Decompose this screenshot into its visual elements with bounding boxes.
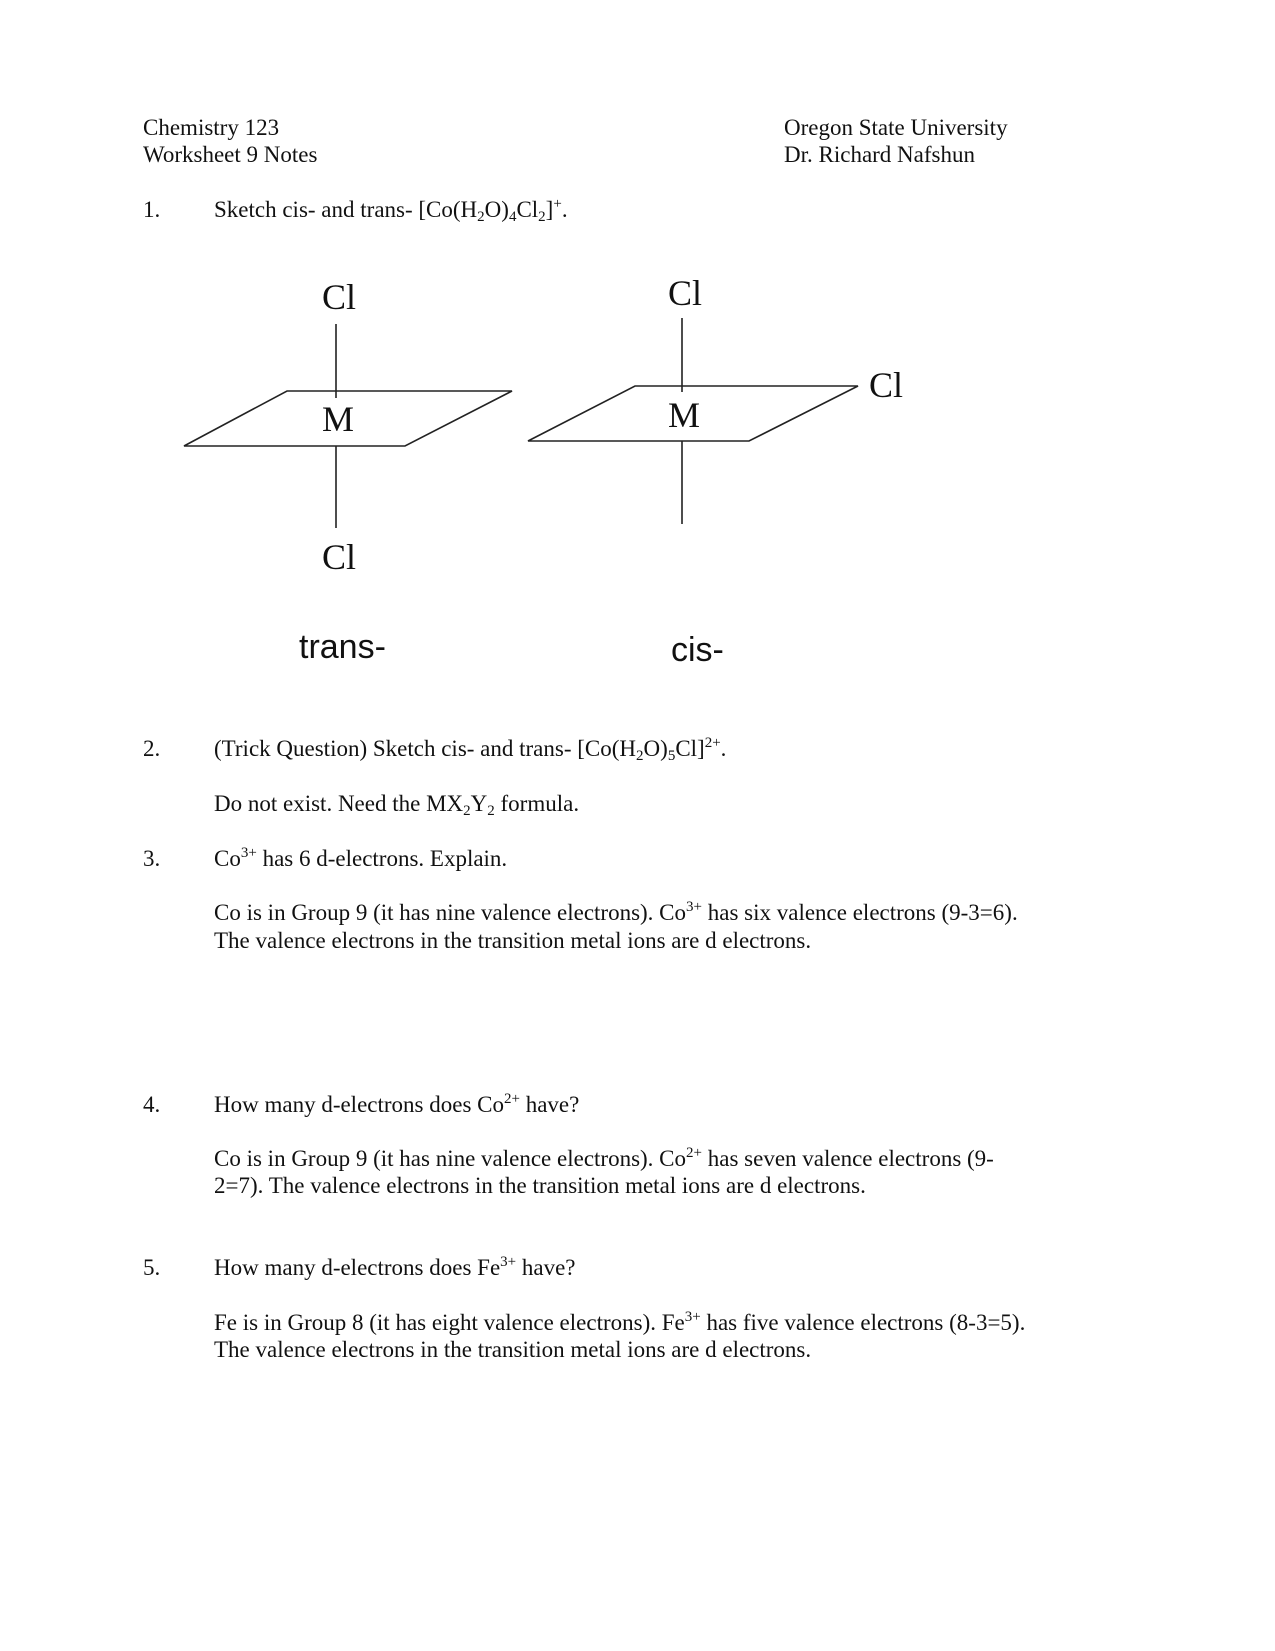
question-number: 5.: [143, 1255, 161, 1280]
question-prompt: How many d-electrons does $Fe^{3+}$ have?: [214, 1254, 576, 1280]
isomer-diagram: [0, 0, 1275, 700]
question-answer-line2: The valence electrons in the transition metal ions are d electrons.: [214, 1337, 812, 1362]
cis-caption: cis-: [671, 631, 724, 669]
question-answer: Fe is in Group 8 (it has eight valence electrons). $Fe^{3+}$ has five valence electrons (8-3=5).: [214, 1309, 1026, 1335]
question-answer-line2: The valence electrons in the transition metal ions are d electrons.: [214, 928, 812, 953]
question-prompt: Sketch cis- and trans- $[Co(H_2O)_4Cl_2]^+$.: [214, 196, 568, 225]
course-title: Chemistry 123: [143, 115, 280, 140]
cis-metal-center: M: [668, 395, 701, 435]
question-answer: Co is in Group 9 (it has nine valence electrons). $Co^{3+}$ has six valence electrons (9-3=6).: [214, 899, 1018, 925]
question-prompt: (Trick Question) Sketch cis- and trans- $[Co(H_2O)_5Cl]^{2+}$.: [214, 735, 727, 764]
worksheet-title: Worksheet 9 Notes: [143, 142, 318, 167]
question-number: 1.: [143, 197, 161, 222]
question-prompt: How many d-electrons does $Co^{2+}$ have?: [214, 1091, 580, 1117]
cis-top-ligand: Cl: [668, 273, 703, 313]
question-number: 3.: [143, 846, 161, 871]
cis-side-ligand: Cl: [869, 365, 904, 405]
question-prompt: $Co^{3+}$ has 6 d-electrons. Explain.: [214, 845, 508, 871]
university-name: Oregon State University: [784, 115, 1008, 140]
trans-bottom-ligand: Cl: [322, 537, 357, 577]
question-answer: Co is in Group 9 (it has nine valence electrons). $Co^{2+}$ has seven valence electrons (9-: [214, 1145, 994, 1171]
question-answer: Do not exist. Need the $MX_2Y_2$ formula.: [214, 791, 580, 819]
trans-caption: trans-: [299, 628, 386, 666]
question-number: 4.: [143, 1092, 161, 1117]
question-answer-line2: 2=7). The valence electrons in the transition metal ions are d electrons.: [214, 1173, 866, 1198]
question-number: 2.: [143, 736, 161, 761]
trans-top-ligand: Cl: [322, 277, 357, 317]
instructor-name: Dr. Richard Nafshun: [784, 142, 975, 167]
trans-metal-center: M: [322, 399, 355, 439]
